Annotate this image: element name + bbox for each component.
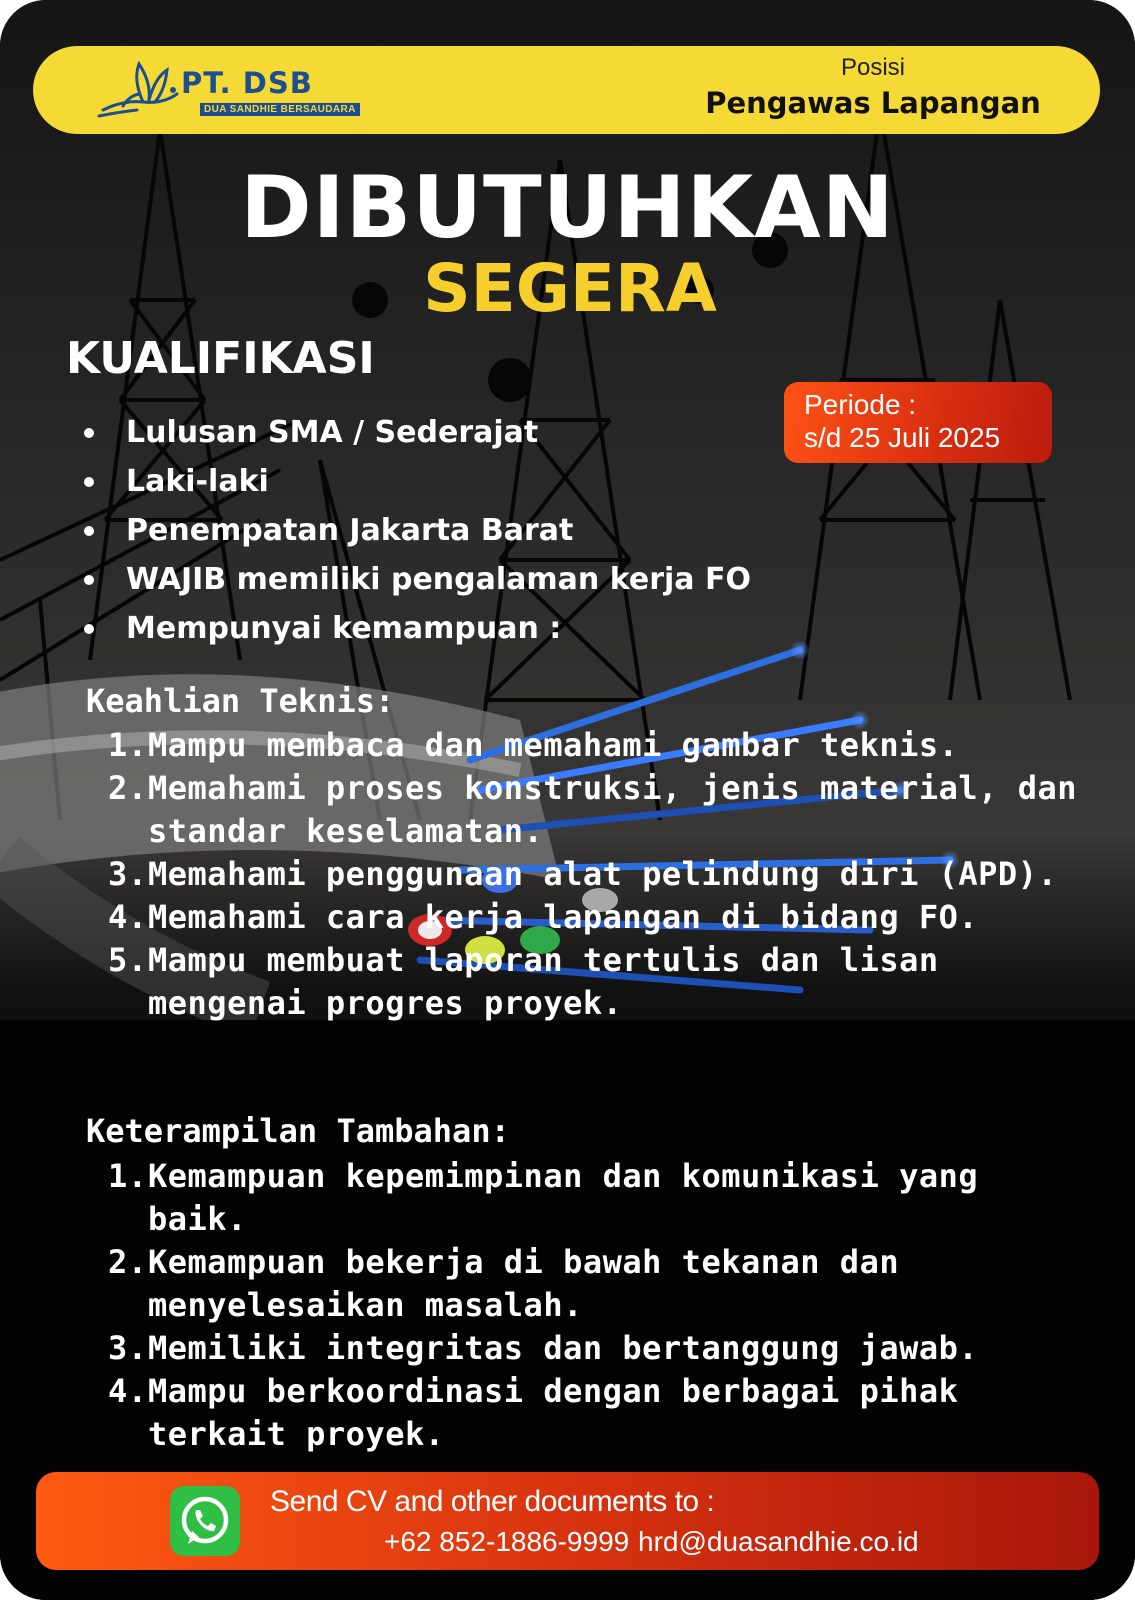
bullet-icon (84, 575, 94, 585)
list-item (82, 555, 751, 604)
list-item (82, 408, 751, 457)
period-value: s/d 25 Juli 2025 (804, 422, 1001, 453)
item-number: 2. (108, 769, 148, 807)
headline-segera: SEGERA (423, 250, 717, 327)
technical-skills-list (100, 724, 1088, 1025)
qualification-text: Mempunyai kemampuan : (126, 611, 562, 646)
item-number: 4. (108, 898, 148, 936)
additional-skills-list (100, 1155, 1088, 1456)
list-item (82, 506, 751, 555)
list-item (100, 896, 1088, 939)
bullet-icon (84, 477, 94, 487)
technical-skills-title: Keahlian Teknis: (86, 682, 395, 720)
list-item (100, 724, 1088, 767)
qualification-text: Lulusan SMA / Sederajat (126, 415, 539, 450)
item-number: 5. (108, 941, 148, 979)
position-value: Pengawas Lapangan (705, 86, 1041, 120)
company-logo (93, 60, 356, 122)
item-number: 3. (108, 1329, 148, 1367)
item-number: 2. (108, 1243, 148, 1281)
list-item (82, 457, 751, 506)
skill-text: Kemampuan bekerja di bawah tekanan dan menyelesaikan masalah. (148, 1243, 900, 1324)
contact-bar (36, 1472, 1099, 1570)
qualifications-title: KUALIFIKASI (66, 333, 375, 384)
list-item (82, 604, 751, 653)
whatsapp-icon[interactable] (170, 1486, 240, 1556)
bullet-icon (84, 428, 94, 438)
position-label: Posisi (840, 54, 906, 81)
list-item (100, 939, 1088, 1025)
skill-text: Memiliki integritas dan bertanggung jawab. (148, 1329, 979, 1367)
item-number: 3. (108, 855, 148, 893)
item-number: 1. (108, 726, 148, 764)
company-tagline: DUA SANDHIE BERSAUDARA (200, 103, 360, 116)
additional-skills-title: Keterampilan Tambahan: (86, 1112, 510, 1150)
contact-instruction: Send CV and other documents to : (270, 1485, 715, 1518)
item-number: 4. (108, 1372, 148, 1410)
qualification-text: Penempatan Jakarta Barat (126, 513, 574, 548)
period-label: Periode : (804, 389, 917, 420)
qualification-text: Laki-laki (126, 464, 269, 499)
skill-text: Mampu berkoordinasi dengan berbagai pihak terkait proyek. (148, 1372, 959, 1453)
qualifications-list (82, 408, 751, 653)
contact-phone[interactable]: +62 852-1886-9999 (384, 1526, 630, 1557)
company-name: PT. DSB (181, 66, 313, 100)
headline-dibutuhkan: DIBUTUHKAN (240, 158, 895, 258)
list-item (100, 1370, 1088, 1456)
item-number: 1. (108, 1157, 148, 1195)
skill-text: Kemampuan kepemimpinan dan komunikasi yang baik. (148, 1157, 979, 1238)
header-bar (33, 46, 1100, 134)
skill-text: Mampu membuat laporan tertulis dan lisan mengenai progres proyek. (148, 941, 939, 1022)
list-item (100, 767, 1088, 853)
skill-text: Mampu membaca dan memahami gambar teknis. (148, 726, 959, 764)
list-item (100, 1327, 1088, 1370)
contact-email[interactable]: hrd@duasandhie.co.id (638, 1526, 919, 1557)
skill-text: Memahami proses konstruksi, jenis material, dan standar keselamatan. (148, 769, 1077, 850)
dove-logo-icon (93, 60, 185, 122)
list-item (100, 853, 1088, 896)
skill-text: Memahami cara kerja lapangan di bidang FO. (148, 898, 979, 936)
bullet-icon (84, 624, 94, 634)
bullet-icon (84, 526, 94, 536)
list-item (100, 1241, 1088, 1327)
qualification-text: WAJIB memiliki pengalaman kerja FO (126, 562, 751, 597)
list-item (100, 1155, 1088, 1241)
period-badge (784, 382, 1052, 463)
skill-text: Memahami penggunaan alat pelindung diri (APD). (148, 855, 1058, 893)
